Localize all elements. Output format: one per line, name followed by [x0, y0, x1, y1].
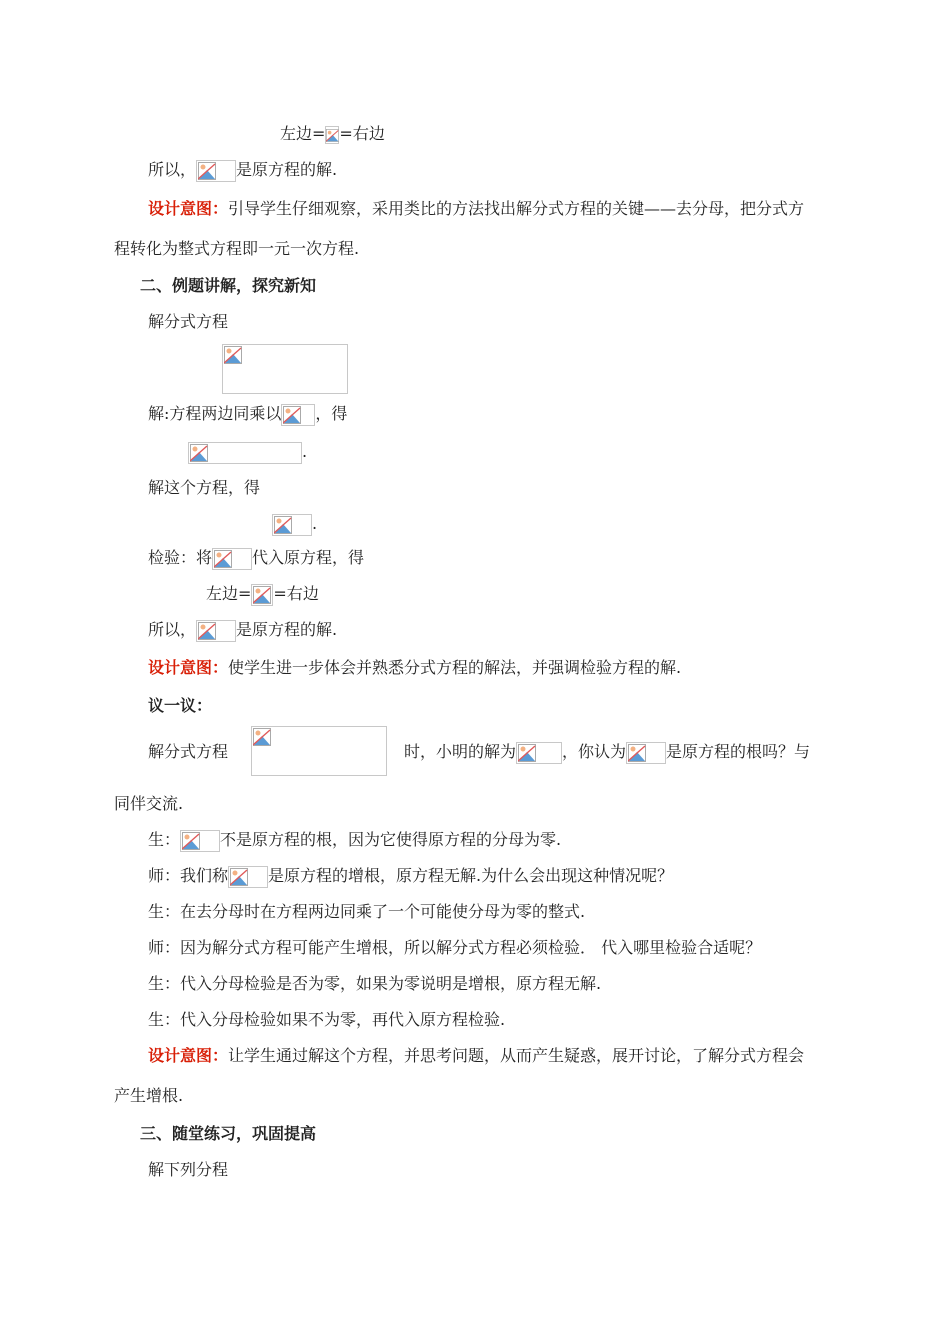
design-intent-1: 设计意图：引导学生仔细观察，采用类比的方法找出解分式方程的关键——去分母，把分式方 — [148, 199, 805, 218]
practice-title: 解下列分程 — [148, 1160, 229, 1179]
design-intent-3: 设计意图：让学生通过解这个方程，并思考问题，从而产生疑惑，展开讨论，了解分式方程会 — [148, 1046, 805, 1065]
broken-image-icon — [628, 744, 646, 762]
formula-image — [228, 866, 268, 888]
dialog-line-1: 生： 不是原方程的根，因为它使得原方程的分母为零. — [148, 828, 561, 852]
broken-image-icon — [253, 586, 271, 604]
broken-image-icon — [518, 744, 536, 762]
formula-image — [188, 442, 302, 464]
discuss-question-a: 解分式方程 — [148, 742, 229, 761]
formula-image — [222, 344, 348, 394]
dialog-line-3: 生：在去分母时在方程两边同乘了一个可能使分母为零的整式. — [148, 902, 586, 921]
broken-image-icon — [214, 550, 232, 568]
broken-image-icon — [198, 162, 216, 180]
discuss-question-cont: 同伴交流. — [114, 794, 184, 813]
broken-image-icon — [224, 346, 242, 364]
section-heading-3: 三、随堂练习，巩固提高 — [140, 1124, 317, 1143]
formula-image — [626, 742, 666, 764]
design-intent-2: 设计意图：使学生进一步体会并熟悉分式方程的解法，并强调检验方程的解. — [148, 658, 682, 677]
formula-image — [212, 548, 252, 570]
line-conclusion-2: 所以， 是原方程的解. — [148, 618, 337, 642]
line-check-result-1: 左边= =右边 — [280, 124, 385, 143]
formula-image — [180, 830, 220, 852]
example-equation — [222, 344, 348, 394]
formula-image — [196, 160, 236, 182]
design-intent-3-cont: 产生增根. — [114, 1086, 184, 1105]
solve-result-1: . — [188, 440, 307, 464]
discuss-heading: 议一议： — [148, 696, 213, 715]
formula-image — [251, 584, 273, 606]
broken-image-icon — [182, 832, 200, 850]
formula-image — [196, 620, 236, 642]
line-conclusion-1: 所以， 是原方程的解. — [148, 158, 337, 182]
solve-result-2: . — [272, 512, 317, 536]
line-check-result-2: 左边= =右边 — [206, 582, 319, 606]
broken-image-icon — [274, 516, 292, 534]
formula-image — [272, 514, 312, 536]
dialog-line-5: 生：代入分母检验是否为零，如果为零说明是增根，原方程无解. — [148, 974, 602, 993]
broken-image-icon — [230, 868, 248, 886]
discuss-equation — [251, 726, 387, 776]
dialog-line-6: 生：代入分母检验如果不为零，再代入原方程检验. — [148, 1010, 506, 1029]
broken-image-icon — [198, 622, 216, 640]
broken-image-icon — [326, 129, 339, 142]
broken-image-icon — [190, 444, 208, 462]
design-intent-1-cont: 程转化为整式方程即一元一次方程. — [114, 239, 360, 258]
broken-image-icon — [283, 406, 301, 424]
dialog-line-4: 师：因为解分式方程可能产生增根，所以解分式方程必须检验． 代入哪里检验合适呢？ — [148, 938, 762, 957]
formula-image — [325, 126, 339, 144]
solve-step-2: 解这个方程，得 — [148, 478, 261, 497]
dialog-line-2: 师：我们称 是原方程的增根，原方程无解.为什么会出现这种情况呢？ — [148, 864, 673, 888]
broken-image-icon — [253, 728, 271, 746]
solve-step-1: 解:方程两边同乘以 ，得 — [148, 402, 347, 426]
example-title: 解分式方程 — [148, 312, 229, 331]
section-heading-2: 二、例题讲解，探究新知 — [140, 276, 317, 295]
discuss-question-b: 时，小明的解为 ，你认为 是原方程的根吗？与 — [404, 740, 810, 764]
formula-image — [516, 742, 562, 764]
formula-image — [251, 726, 387, 776]
formula-image — [281, 404, 315, 426]
check-step: 检验：将 代入原方程，得 — [148, 546, 364, 570]
